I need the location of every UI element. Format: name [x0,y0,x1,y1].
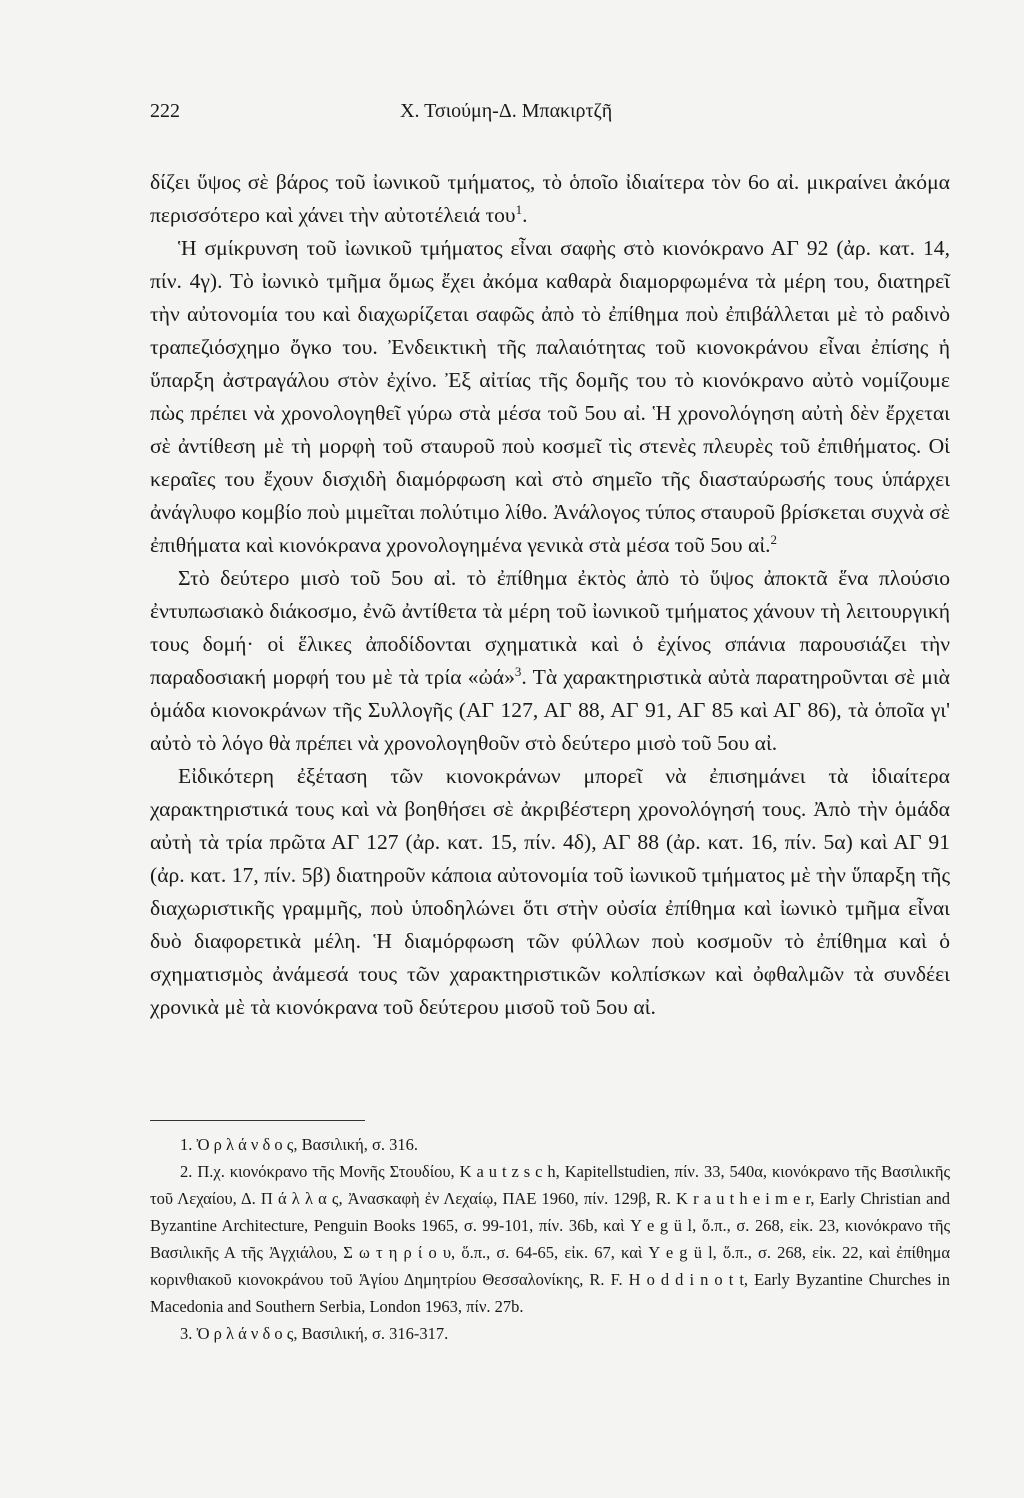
footnote-1: 1. Ὀ ρ λ ά ν δ ο ς, Βασιλική, σ. 316. [180,1135,419,1154]
paragraph-2 [150,232,950,562]
page-number: 222 [150,100,180,122]
footnote-marker: 3 [514,663,522,679]
paragraph-4 [150,760,950,1024]
footnote-marker: 1 [515,201,523,217]
footnote-2: 2. Π.χ. κιονόκρανο τῆς Μονῆς Στουδίου, K a u t z s c h, Kapitellstudien, πίν. 33, 540α, κιονόκρανο τῆς Βασιλικῆς τοῦ Λεχαίου, Δ. Π ά λ λ α ς, Ἀνασκαφὴ ἐν Λεχαίῳ, ΠΑΕ 1960, πίν. 129β, R. K r a u t h e i m e r, Early Christian and Byzantine Architecture, Penguin Books 1965, σ. 99-101, πίν. 36b, καὶ Y e g ü l, ὅ.π., σ. 268, εἰκ. 23, κιονόκρανο τῆς Βασιλικῆς Α τῆς Ἀγχιάλου, Σ ω τ η ρ ί ο υ, ὅ.π., σ. 64-65, εἰκ. 67, καὶ Y e g ü l, ὅ.π., σ. 268, εἰκ. 22, καὶ ἐπίθημα κορινθιακοῦ κιονοκράνου τοῦ Ἁγίου Δημητρίου Θεσσαλονίκης, R. F. H o d d i n o t t, Early Byzantine Churches in Macedonia and Southern Serbia, London 1963, πίν. 27b. [150,1162,950,1316]
paragraph-text-after: . [522,203,528,227]
running-head [150,100,950,136]
running-title: Χ. Τσιούμη-Δ. Μπακιρτζῆ [400,100,613,122]
paragraph-text: Εἰδικότερη ἐξέταση τῶν κιονοκράνων μπορεῖ νὰ ἐπισημάνει τὰ ἰδιαίτερα χαρακτηριστικά τους καὶ νὰ βοηθήσει σὲ ἀκριβέστερη χρονολόγησή τους. Ἀπὸ τὴν ὁμάδα αὐτὴ τὰ τρία πρῶτα ΑΓ 127 (ἀρ. κατ. 15, πίν. 4δ), ΑΓ 88 (ἀρ. κατ. 16, πίν. 5α) καὶ ΑΓ 91 (ἀρ. κατ. 17, πίν. 5β) διατηροῦν κάποια αὐτονομία τοῦ ἰωνικοῦ τμήματος μὲ τὴν ὕπαρξη τῆς διαχωριστικῆς γραμμῆς, ποὺ ὑποδηλώνει ὅτι στὴν οὐσία ἐπίθημα καὶ ἰωνικὸ τμῆμα εἶναι δυὸ διαφορετικὰ μέλη. Ἡ διαμόρφωση τῶν φύλλων ποὺ κοσμοῦν τὸ ἐπίθημα καὶ ὁ σχηματισμὸς ἀνάμεσά τους τῶν χαρακτηριστικῶν κολπίσκων καὶ ὀφθαλμῶν τὰ συνδέει χρονικὰ μὲ τὰ κιονόκρανα τοῦ δεύτερου μισοῦ τοῦ 5ου αἰ. [150,764,950,1019]
paragraph-1 [150,166,950,232]
paragraph-text-after: . Τὰ χαρακτηριστικὰ αὐτὰ παρατηροῦνται σὲ μιὰ ὁμάδα κιονοκράνων τῆς Συλλογῆς (ΑΓ 127, ΑΓ 88, ΑΓ 91, ΑΓ 85 καὶ ΑΓ 86), τὰ ὁποῖα γι' αὐτὸ τὸ λόγο θὰ πρέπει νὰ χρονολογηθοῦν στὸ δεύτερο μισὸ τοῦ 5ου αἰ. [150,665,950,755]
paragraph-text: Στὸ δεύτερο μισὸ τοῦ 5ου αἰ. τὸ ἐπίθημα ἐκτὸς ἀπὸ τὸ ὕψος ἀποκτᾶ ἕνα πλούσιο ἐντυπωσιακὸ διάκοσμο, ἐνῶ ἀντίθετα τὰ μέρη τοῦ ἰωνικοῦ τμήματος χάνουν τὴ λειτουργική τους δομή· οἱ ἕλικες ἀποδίδονται σχηματικὰ καὶ ὁ ἐχίνος σπάνια παρουσιάζει τὴν παραδοσιακή μορφή του μὲ τὰ τρία «ὠά» [150,566,950,689]
paragraph-text: Ἡ σμίκρυνση τοῦ ἰωνικοῦ τμήματος εἶναι σαφὴς στὸ κιονόκρανο ΑΓ 92 (ἀρ. κατ. 14, πίν. 4γ). Τὸ ἰωνικὸ τμῆμα ὅμως ἔχει ἀκόμα καθαρὰ διαμορφωμένα τὰ μέρη του, διατηρεῖ τὴν αὐτονομία του καὶ διαχωρίζεται σαφῶς ἀπὸ τὸ ἐπίθημα ποὺ ἐπιβάλλεται μὲ τὸ ραδινὸ τραπεζιόσχημο ὄγκο του. Ἐνδεικτικὴ τῆς παλαιότητας τοῦ κιονοκράνου εἶναι ἐπίσης ἡ ὕπαρξη ἀστραγάλου στὸν ἐχίνο. Ἐξ αἰτίας τῆς δομῆς του τὸ κιονόκρανο αὐτὸ νομίζουμε πὼς πρέπει νὰ χρονολογηθεῖ γύρω στὰ μέσα τοῦ 5ου αἰ. Ἡ χρονολόγηση αὐτὴ δὲν ἔρχεται σὲ ἀντίθεση μὲ τὴ μορφὴ τοῦ σταυροῦ ποὺ κοσμεῖ τὶς στενὲς πλευρὲς τοῦ ἐπιθήματος. Οἱ κεραῖες του ἔχουν δισχιδὴ διαμόρφωση καὶ στὸ σημεῖο τῆς διασταύρωσής τους ὑπάρχει ἀνάγλυφο κομβίο ποὺ μιμεῖται πολύτιμο λίθο. Ἀνάλογος τύπος σταυροῦ βρίσκεται συχνὰ σὲ ἐπιθήματα καὶ κιονόκρανα χρονολογημένα γενικὰ στὰ μέσα τοῦ 5ου αἰ. [150,236,950,557]
footnote-marker: 2 [770,531,778,547]
body-text [150,166,950,1024]
paragraph-3 [150,562,950,760]
footnote-3: 3. Ὀ ρ λ ά ν δ ο ς, Βασιλική, σ. 316-317. [180,1324,449,1343]
document-page [150,100,950,1347]
footnote-divider [150,1120,365,1121]
paragraph-text: δίζει ὕψος σὲ βάρος τοῦ ἰωνικοῦ τμήματος, τὸ ὁποῖο ἰδιαίτερα τὸν 6ο αἰ. μικραίνει ἀκόμα περισσότερο καὶ χάνει τὴν αὐτοτέλειά του [150,170,950,227]
footnotes [150,1131,950,1347]
